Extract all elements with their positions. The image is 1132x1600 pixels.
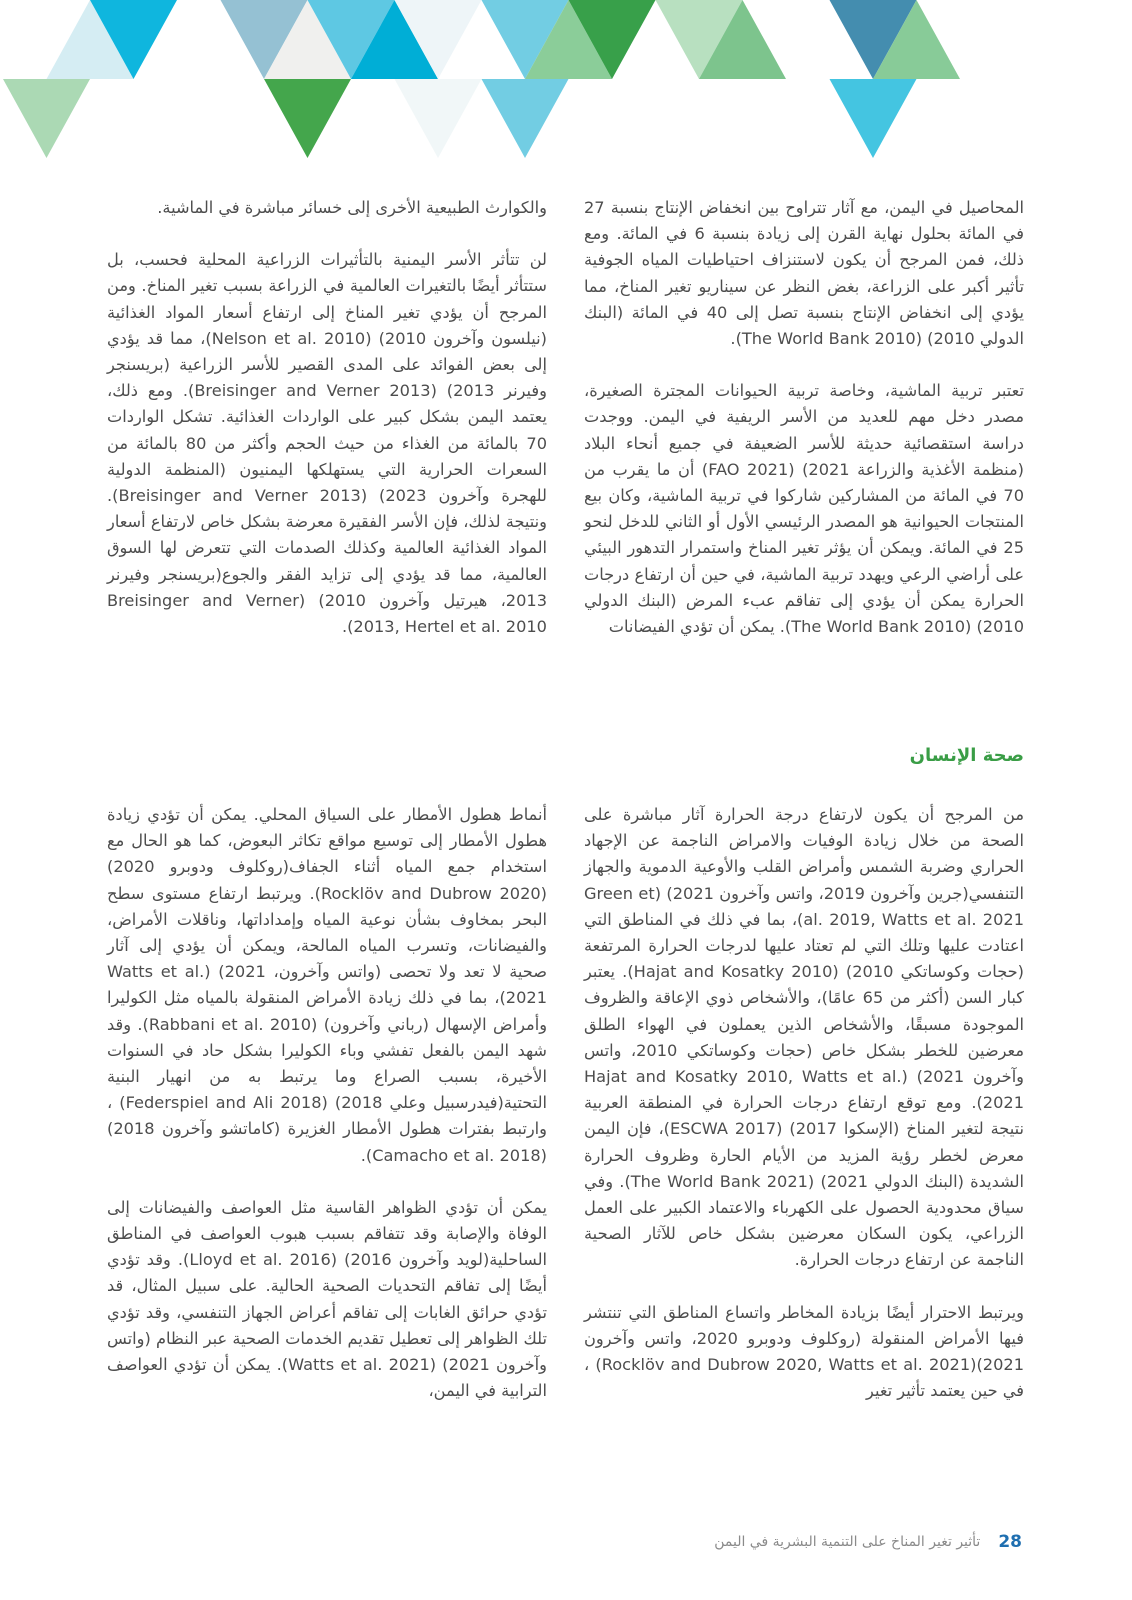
paragraph: المحاصيل في اليمن، مع آثار تتراوح بين انخفاض الإنتاج بنسبة 27 في المائة بحلول نهاية القرن إلى زيادة بنسبة 6 في المائة. ومع ذلك، فمن المرجح أن يكون لاستنزاف احتياطيات المياه الجوفية تأثير أكبر على الزراعة، بغض النظر عن سيناريو تغير المناخ، مما يؤدي إلى انخفاض الإنتاج بنسبة تصل إلى 40 في المائة (البنك الدولي 2010) (The World Bank 2010). <box>584 198 1025 349</box>
text-column-right-top <box>584 195 1024 666</box>
page-number: 28 <box>998 1532 1022 1552</box>
decorative-triangle-banner <box>0 0 1132 160</box>
footer-title: تأثير تغير المناخ على التنمية البشرية في اليمن <box>714 1534 981 1550</box>
paragraph: يمكن أن تؤدي الظواهر القاسية مثل العواصف والفيضانات إلى الوفاة والإصابة وقد تتفاقم بسبب هبوب العواصف في المناطق الساحلية(لويد وآخرون 2016) (Lloyd et al. 2016). وقد تؤدي أيضًا إلى تفاقم التحديات الصحية الحالية. على سبيل المثال، قد تؤدي حرائق الغابات إلى تفاقم أعراض الجهاز التنفسي، وقد تؤدي تلك الظواهر إلى تعطيل تقديم الخدمات الصحية عبر النظام (واتس وآخرون 2021) (Watts et al. 2021). يمكن أن تؤدي العواصف الترابية في اليمن، <box>107 1197 548 1401</box>
paragraph: والكوارث الطبيعية الأخرى إلى خسائر مباشرة في الماشية. <box>157 198 547 217</box>
text-column-right-bottom <box>584 802 1024 1430</box>
page-footer <box>714 1532 1022 1552</box>
section-heading: صحة الإنسان <box>909 745 1024 766</box>
paragraph: لن تتأثر الأسر اليمنية بالتأثيرات الزراعية المحلية فحسب، بل ستتأثر أيضًا بالتغيرات العالمية في الزراعة بسبب تغير المناخ. ومن المرجح أن يؤدي تغير المناخ إلى ارتفاع أسعار المواد الغذائية (نيلسون وآخرون 2010) (Nelson et al. 2010)، مما قد يؤدي إلى بعض الفوائد على المدى القصير للأسر الزراعية (بريسنجر وفيرنر 2013) (Breisinger and Verner 2013). ومع ذلك، يعتمد اليمن بشكل كبير على الواردات الغذائية. تشكل الواردات 70 بالمائة من الغذاء من حيث الحجم وأكثر من 80 بالمائة من السعرات الحرارية التي يستهلكها اليمنيون (المنظمة الدولية للهجرة وآخرون 2023) (Breisinger and Verner 2013). ونتيجة لذلك، فإن الأسر الفقيرة معرضة بشكل خاص لارتفاع أسعار المواد الغذائية العالمية وكذلك الصدمات التي تتعرض لها السوق العالمية، مما قد يؤدي إلى تزايد الفقر والجوع(بريسنجر وفيرنر 2013، هيرتيل وآخرون 2010) (Breisinger and Verner 2013, Hertel et al. 2010). <box>107 250 547 637</box>
text-column-left-top <box>107 195 547 666</box>
paragraph: تعتبر تربية الماشية، وخاصة تربية الحيوانات المجترة الصغيرة، مصدر دخل مهم للعديد من الأسر الريفية في اليمن. ووجدت دراسة استقصائية حديثة للأسر الضعيفة في جميع أنحاء البلاد (منظمة الأغذية والزراعة 2021) (FAO 2021) أن ما يقرب من 70 في المائة من المشاركين شاركوا في تربية الماشية، وكان بيع المنتجات الحيوانية هو المصدر الرئيسي الأول أو الثاني للدخل لنحو 25 في المائة. ويمكن أن يؤثر تغير المناخ واستمرار التدهور البيئي على أراضي الرعي ويهدد تربية الماشية، في حين أن ارتفاع درجات الحرارة يمكن أن يؤدي إلى تفاقم عبء المرض (البنك الدولي 2010) (The World Bank 2010). يمكن أن تؤدي الفيضانات <box>584 381 1024 637</box>
text-column-left-bottom <box>107 802 547 1430</box>
triangle-shape <box>264 79 351 158</box>
triangle-shape <box>482 79 569 158</box>
paragraph: أنماط هطول الأمطار على السياق المحلي. يمكن أن تؤدي زيادة هطول الأمطار إلى توسيع مواقع تكاثر البعوض، كما هو الحال مع استخدام جمع المياه أثناء الجفاف(روكلوف ودوبرو 2020) (Rocklöv and Dubrow 2020). ويرتبط ارتفاع مستوى سطح البحر بمخاوف بشأن نوعية المياه وإمداداتها، وناقلات الأمراض، والفيضانات، وتسرب المياه المالحة، ويمكن أن يؤدي إلى آثار صحية لا تعد ولا تحصى (واتس وآخرون، 2021) (Watts et al. 2021)، بما في ذلك زيادة الأمراض المنقولة بالمياه مثل الكوليرا وأمراض الإسهال (رباني وآخرون) (Rabbani et al. 2010). وقد شهد اليمن بالفعل تفشي وباء الكوليرا بشكل حاد في السنوات الأخيرة، بسبب الصراع وما يرتبط به من انهيار البنية التحتية(فيدرسبيل وعلي 2018) (Federspiel and Ali 2018) ، وارتبط بفترات هطول الأمطار الغزيرة (كاماتشو وآخرون 2018) (Camacho et al. 2018). <box>107 805 548 1165</box>
triangle-shape <box>395 79 482 158</box>
triangle-shape <box>3 79 90 158</box>
paragraph: من المرجح أن يكون لارتفاع درجة الحرارة آثار مباشرة على الصحة من خلال زيادة الوفيات والامراض الناجمة عن الإجهاد الحراري وضربة الشمس وأمراض القلب والأوعية الدموية والجهاز التنفسي(جرين وآخرون 2019، واتس وآخرون 2021) (Green et al. 2019, Watts et al. 2021)، بما في ذلك في المناطق التي اعتادت عليها وتلك التي لم تعتاد عليها لدرجات الحرارة المرتفعة (حجات وكوساتكي 2010) (Hajat and Kosatky 2010). يعتبر كبار السن (أكثر من 65 عامًا)، والأشخاص ذوي الإعاقة والظروف الموجودة مسبقًا، والأشخاص الذين يعملون في الهواء الطلق معرضين للخطر بشكل خاص (حجات وكوساتكي 2010، واتس وآخرون 2021) (Hajat and Kosatky 2010, Watts et al. 2021). ومع توقع ارتفاع درجات الحرارة في المنطقة العربية نتيجة لتغير المناخ (الإسكوا 2017) (ESCWA 2017)، فإن اليمن معرض لخطر رؤية المزيد من الأيام الحارة وظروف الحرارة الشديدة (البنك الدولي 2021) (The World Bank 2021). وفي سياق محدودية الحصول على الكهرباء والاعتماد الكبير على العمل الزراعي، يكون السكان معرضين بشكل خاص للآثار الصحية الناجمة عن ارتفاع درجات الحرارة. <box>584 805 1025 1270</box>
paragraph: ويرتبط الاحترار أيضًا بزيادة المخاطر واتساع المناطق التي تنتشر فيها الأمراض المنقولة (روكلوف ودوبرو 2020، واتس وآخرون 2021)(Rocklöv and Dubrow 2020, Watts et al. 2021) ، في حين يعتمد تأثير تغير <box>584 1302 1024 1401</box>
triangle-shape <box>830 79 917 158</box>
